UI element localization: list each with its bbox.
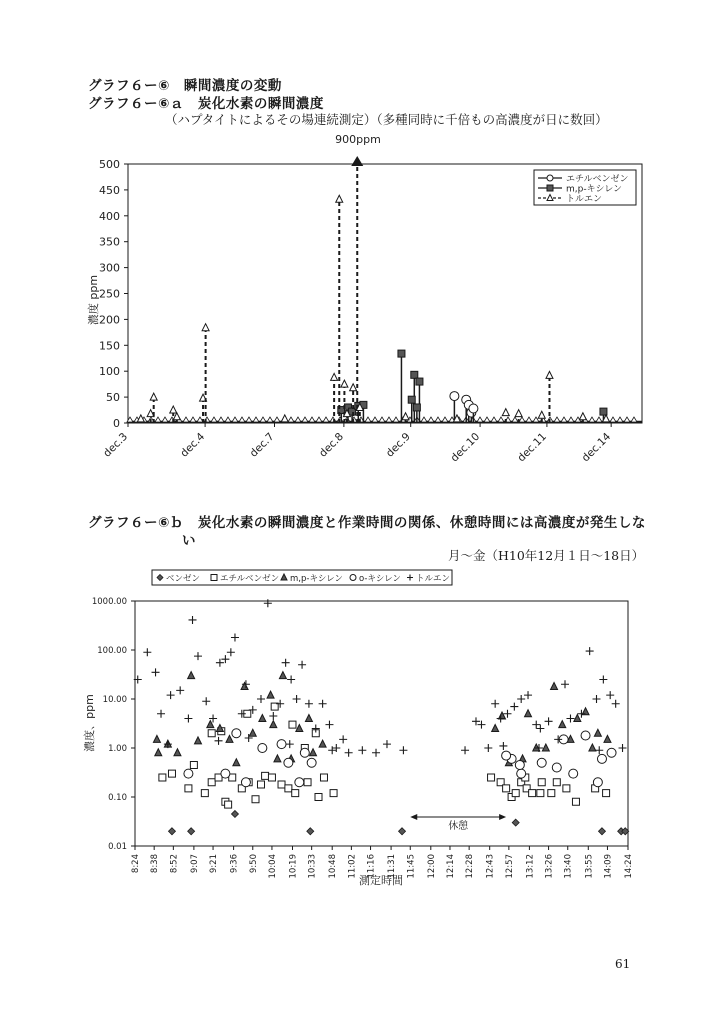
data-point bbox=[537, 758, 546, 767]
data-point bbox=[536, 725, 544, 733]
chart-b-heading-line2: い bbox=[182, 533, 196, 549]
data-point bbox=[589, 744, 596, 751]
data-point bbox=[231, 810, 238, 817]
data-point bbox=[241, 682, 248, 689]
data-point bbox=[269, 712, 277, 720]
data-point bbox=[310, 749, 317, 756]
data-point bbox=[319, 700, 327, 708]
legend-label: トルエン bbox=[416, 574, 451, 584]
x-tick-label: 11:45 bbox=[406, 854, 417, 879]
y-tick-label: 350 bbox=[99, 235, 120, 249]
data-point bbox=[561, 680, 569, 688]
x-tick-label: 13:12 bbox=[525, 854, 536, 879]
x-tick-label: 10:04 bbox=[267, 854, 278, 879]
x-tick-label: 14:09 bbox=[603, 854, 614, 879]
data-point bbox=[328, 746, 336, 754]
y-tick-label: 0 bbox=[113, 417, 120, 430]
data-point bbox=[545, 717, 553, 725]
data-point bbox=[216, 659, 224, 667]
data-point bbox=[461, 746, 469, 754]
data-point bbox=[399, 828, 406, 835]
peak-annotation: 900ppm bbox=[335, 133, 381, 146]
x-tick-label: 12:28 bbox=[465, 854, 476, 879]
series-5 bbox=[134, 599, 627, 757]
chart-b-subtitle: 月～金（H10年12月１日～18日） bbox=[448, 548, 645, 563]
data-point bbox=[612, 700, 620, 708]
data-point bbox=[232, 729, 241, 738]
data-point bbox=[157, 710, 165, 718]
data-point bbox=[598, 828, 605, 835]
legend-label: エチルベンゼン bbox=[220, 574, 280, 584]
x-tick-label: dec.8 bbox=[317, 430, 347, 460]
data-point bbox=[319, 740, 326, 747]
data-point bbox=[484, 744, 492, 752]
data-point bbox=[594, 729, 601, 736]
data-point bbox=[168, 770, 175, 777]
data-point bbox=[184, 714, 192, 722]
data-point bbox=[215, 737, 223, 745]
x-tick-label: 10:19 bbox=[288, 854, 299, 879]
data-point bbox=[268, 774, 275, 781]
x-tick-label: dec.14 bbox=[579, 430, 614, 465]
data-point bbox=[293, 695, 301, 703]
series-2 bbox=[159, 703, 610, 808]
x-tick-label: dec.10 bbox=[448, 430, 483, 465]
x-tick-label: 11:02 bbox=[347, 854, 358, 879]
data-point bbox=[512, 819, 519, 826]
data-point bbox=[551, 682, 558, 689]
data-point bbox=[358, 746, 366, 754]
data-point bbox=[277, 740, 286, 749]
data-point bbox=[330, 790, 337, 797]
data-point bbox=[517, 695, 525, 703]
data-point bbox=[184, 769, 193, 778]
data-point bbox=[574, 714, 581, 721]
legend-label: o-キシレン bbox=[359, 574, 401, 584]
data-point bbox=[295, 778, 304, 787]
data-point bbox=[174, 749, 181, 756]
data-point bbox=[270, 721, 277, 728]
data-point bbox=[548, 790, 555, 797]
y-tick-label: 1.00 bbox=[108, 744, 127, 754]
y-tick-label: 100 bbox=[99, 365, 120, 379]
chart-a-subtitle: （ハプタイトによるその場連続測定）（多種同時に千倍もの高濃度が日に数回） bbox=[165, 112, 608, 127]
data-point bbox=[284, 758, 293, 767]
data-point bbox=[202, 697, 210, 705]
legend-label: ベンゼン bbox=[166, 574, 201, 584]
series-3 bbox=[153, 672, 611, 766]
legend-label: エチルベンゼン bbox=[566, 174, 629, 185]
data-point bbox=[225, 801, 232, 808]
data-point bbox=[524, 691, 532, 699]
data-point bbox=[586, 647, 594, 655]
data-point bbox=[257, 695, 265, 703]
chart-a-heading: グラフ６ー⑥ａ 炭化水素の瞬間濃度 bbox=[88, 96, 324, 112]
data-point bbox=[289, 721, 296, 728]
data-point bbox=[194, 737, 201, 744]
y-tick-label: 0.01 bbox=[108, 842, 127, 852]
data-point bbox=[510, 703, 518, 711]
data-point bbox=[325, 721, 333, 729]
data-point bbox=[532, 721, 540, 729]
x-tick-label: dec.7 bbox=[247, 430, 277, 460]
data-point bbox=[194, 652, 202, 660]
data-point bbox=[320, 774, 327, 781]
data-point bbox=[315, 794, 322, 801]
data-point bbox=[221, 769, 230, 778]
data-point bbox=[233, 759, 240, 766]
data-point bbox=[307, 828, 314, 835]
data-point bbox=[399, 746, 407, 754]
data-point bbox=[502, 751, 511, 760]
data-point bbox=[262, 772, 269, 779]
data-point bbox=[227, 648, 235, 656]
data-point bbox=[221, 655, 229, 663]
data-point bbox=[332, 744, 340, 752]
data-point bbox=[153, 735, 160, 742]
data-point bbox=[300, 748, 309, 757]
data-point bbox=[515, 760, 524, 769]
data-point bbox=[292, 790, 299, 797]
data-point bbox=[304, 779, 311, 786]
legend-marker bbox=[211, 575, 217, 581]
x-tick-label: 14:24 bbox=[624, 854, 634, 879]
x-tick-label: 9:21 bbox=[209, 854, 220, 874]
y-tick-label: 0.10 bbox=[108, 793, 127, 803]
data-point bbox=[190, 761, 197, 768]
x-tick-label: dec.11 bbox=[515, 430, 550, 465]
y-tick-label: 150 bbox=[99, 339, 120, 353]
y-tick-label: 250 bbox=[99, 287, 120, 301]
x-tick-label: 12:00 bbox=[426, 854, 437, 879]
data-point bbox=[231, 633, 239, 641]
data-point bbox=[189, 616, 197, 624]
data-point bbox=[258, 744, 267, 753]
x-tick-label: 11:16 bbox=[366, 854, 377, 879]
data-point bbox=[279, 672, 286, 679]
data-point bbox=[287, 676, 295, 684]
x-tick-label: 9:07 bbox=[189, 854, 200, 874]
data-point bbox=[167, 691, 175, 699]
data-point bbox=[499, 712, 506, 719]
x-tick-label: 13:26 bbox=[544, 854, 555, 879]
data-point bbox=[226, 735, 233, 742]
data-point bbox=[278, 781, 285, 788]
data-point bbox=[603, 790, 610, 797]
x-tick-label: 11:31 bbox=[387, 854, 398, 879]
x-tick-label: 12:43 bbox=[485, 854, 496, 879]
data-point bbox=[552, 763, 561, 772]
x-tick-label: 13:40 bbox=[563, 854, 574, 879]
data-point bbox=[259, 714, 266, 721]
data-point bbox=[241, 778, 250, 787]
data-point bbox=[553, 779, 560, 786]
data-point bbox=[572, 798, 579, 805]
data-point bbox=[372, 749, 380, 757]
data-point bbox=[188, 828, 195, 835]
data-point bbox=[538, 779, 545, 786]
data-point bbox=[282, 659, 290, 667]
data-point bbox=[593, 778, 602, 787]
page-number: 61 bbox=[615, 957, 631, 971]
x-axis-label: 測定時間 bbox=[359, 874, 403, 887]
data-point bbox=[159, 774, 166, 781]
x-tick-label: dec.3 bbox=[101, 430, 131, 460]
x-tick-label: 12:57 bbox=[504, 854, 515, 879]
data-point bbox=[563, 785, 570, 792]
data-point bbox=[298, 661, 306, 669]
data-point bbox=[619, 744, 627, 752]
rest-arrow-left-head bbox=[410, 814, 417, 820]
data-point bbox=[143, 648, 151, 656]
data-point bbox=[488, 774, 495, 781]
data-point bbox=[595, 746, 603, 754]
data-point bbox=[305, 700, 313, 708]
data-point bbox=[249, 729, 256, 736]
data-point bbox=[607, 748, 616, 757]
y-tick-label: 500 bbox=[99, 158, 120, 171]
rest-arrow-right-head bbox=[499, 814, 506, 820]
series-1 bbox=[168, 810, 628, 834]
data-point bbox=[152, 668, 160, 676]
data-point bbox=[569, 769, 578, 778]
data-point bbox=[529, 790, 536, 797]
chart-b-heading-line1: グラフ６ー⑥ｂ 炭化水素の瞬間濃度と作業時間の関係、休憩時間には高濃度が発生しな bbox=[88, 515, 646, 531]
data-point bbox=[185, 785, 192, 792]
data-point bbox=[188, 672, 195, 679]
data-point bbox=[264, 599, 272, 607]
data-point bbox=[492, 725, 499, 732]
data-point bbox=[593, 695, 601, 703]
legend-label: m,p-キシレン bbox=[290, 574, 343, 584]
legend-marker bbox=[350, 575, 356, 581]
data-point bbox=[597, 754, 606, 763]
y-tick-label: 200 bbox=[99, 313, 120, 327]
data-point bbox=[542, 744, 549, 751]
data-point bbox=[257, 781, 264, 788]
data-point bbox=[525, 710, 532, 717]
data-point bbox=[383, 740, 391, 748]
data-point bbox=[267, 691, 274, 698]
x-tick-label: 8:52 bbox=[169, 854, 180, 874]
data-point bbox=[168, 828, 175, 835]
y-tick-label: 50 bbox=[106, 391, 120, 405]
data-point bbox=[307, 758, 316, 767]
x-tick-label: 9:36 bbox=[229, 854, 240, 874]
data-point bbox=[201, 790, 208, 797]
y-tick-label: 1000.00 bbox=[91, 597, 127, 607]
data-point bbox=[512, 790, 519, 797]
data-point bbox=[274, 755, 281, 762]
figure-heading: グラフ６ー⑥ 瞬間濃度の変動 bbox=[88, 78, 282, 94]
data-point bbox=[566, 714, 574, 722]
data-point bbox=[296, 725, 303, 732]
x-tick-label: 8:24 bbox=[131, 854, 141, 874]
data-point bbox=[155, 749, 162, 756]
x-tick-label: 13:55 bbox=[584, 854, 595, 879]
data-point bbox=[176, 686, 184, 694]
data-point bbox=[491, 700, 499, 708]
data-point bbox=[581, 731, 590, 740]
x-tick-label: dec.9 bbox=[383, 430, 413, 460]
data-point bbox=[499, 742, 507, 750]
x-tick-label: 10:48 bbox=[328, 854, 339, 879]
y-tick-label: 10.00 bbox=[102, 695, 127, 705]
rest-annotation: 休憩 bbox=[448, 821, 469, 832]
data-point bbox=[606, 691, 614, 699]
data-point bbox=[339, 735, 347, 743]
y-axis-label: 濃度 ppm bbox=[87, 274, 100, 326]
x-tick-label: dec.4 bbox=[178, 430, 208, 460]
data-point bbox=[286, 740, 294, 748]
data-point bbox=[503, 785, 510, 792]
x-tick-label: 12:14 bbox=[445, 854, 456, 879]
y-tick-label: 100.00 bbox=[97, 646, 127, 656]
y-axis-label: 濃度、ppm bbox=[83, 694, 96, 752]
data-point bbox=[517, 769, 526, 778]
x-tick-label: 8:38 bbox=[150, 854, 161, 874]
y-tick-label: 450 bbox=[99, 183, 120, 197]
x-tick-label: 10:33 bbox=[307, 854, 318, 879]
y-tick-label: 300 bbox=[99, 261, 120, 275]
y-tick-label: 400 bbox=[99, 209, 120, 223]
data-point bbox=[305, 714, 312, 721]
data-point bbox=[345, 749, 353, 757]
legend-label: m,p-キシレン bbox=[566, 184, 623, 195]
legend-label: トルエン bbox=[566, 194, 603, 205]
data-point bbox=[559, 721, 566, 728]
data-point bbox=[599, 676, 607, 684]
data-point bbox=[208, 779, 215, 786]
data-point bbox=[208, 730, 215, 737]
data-point bbox=[285, 785, 292, 792]
x-tick-label: 9:50 bbox=[248, 854, 259, 874]
data-point bbox=[604, 735, 611, 742]
data-point bbox=[252, 796, 259, 803]
legend bbox=[152, 570, 452, 585]
data-point bbox=[537, 790, 544, 797]
